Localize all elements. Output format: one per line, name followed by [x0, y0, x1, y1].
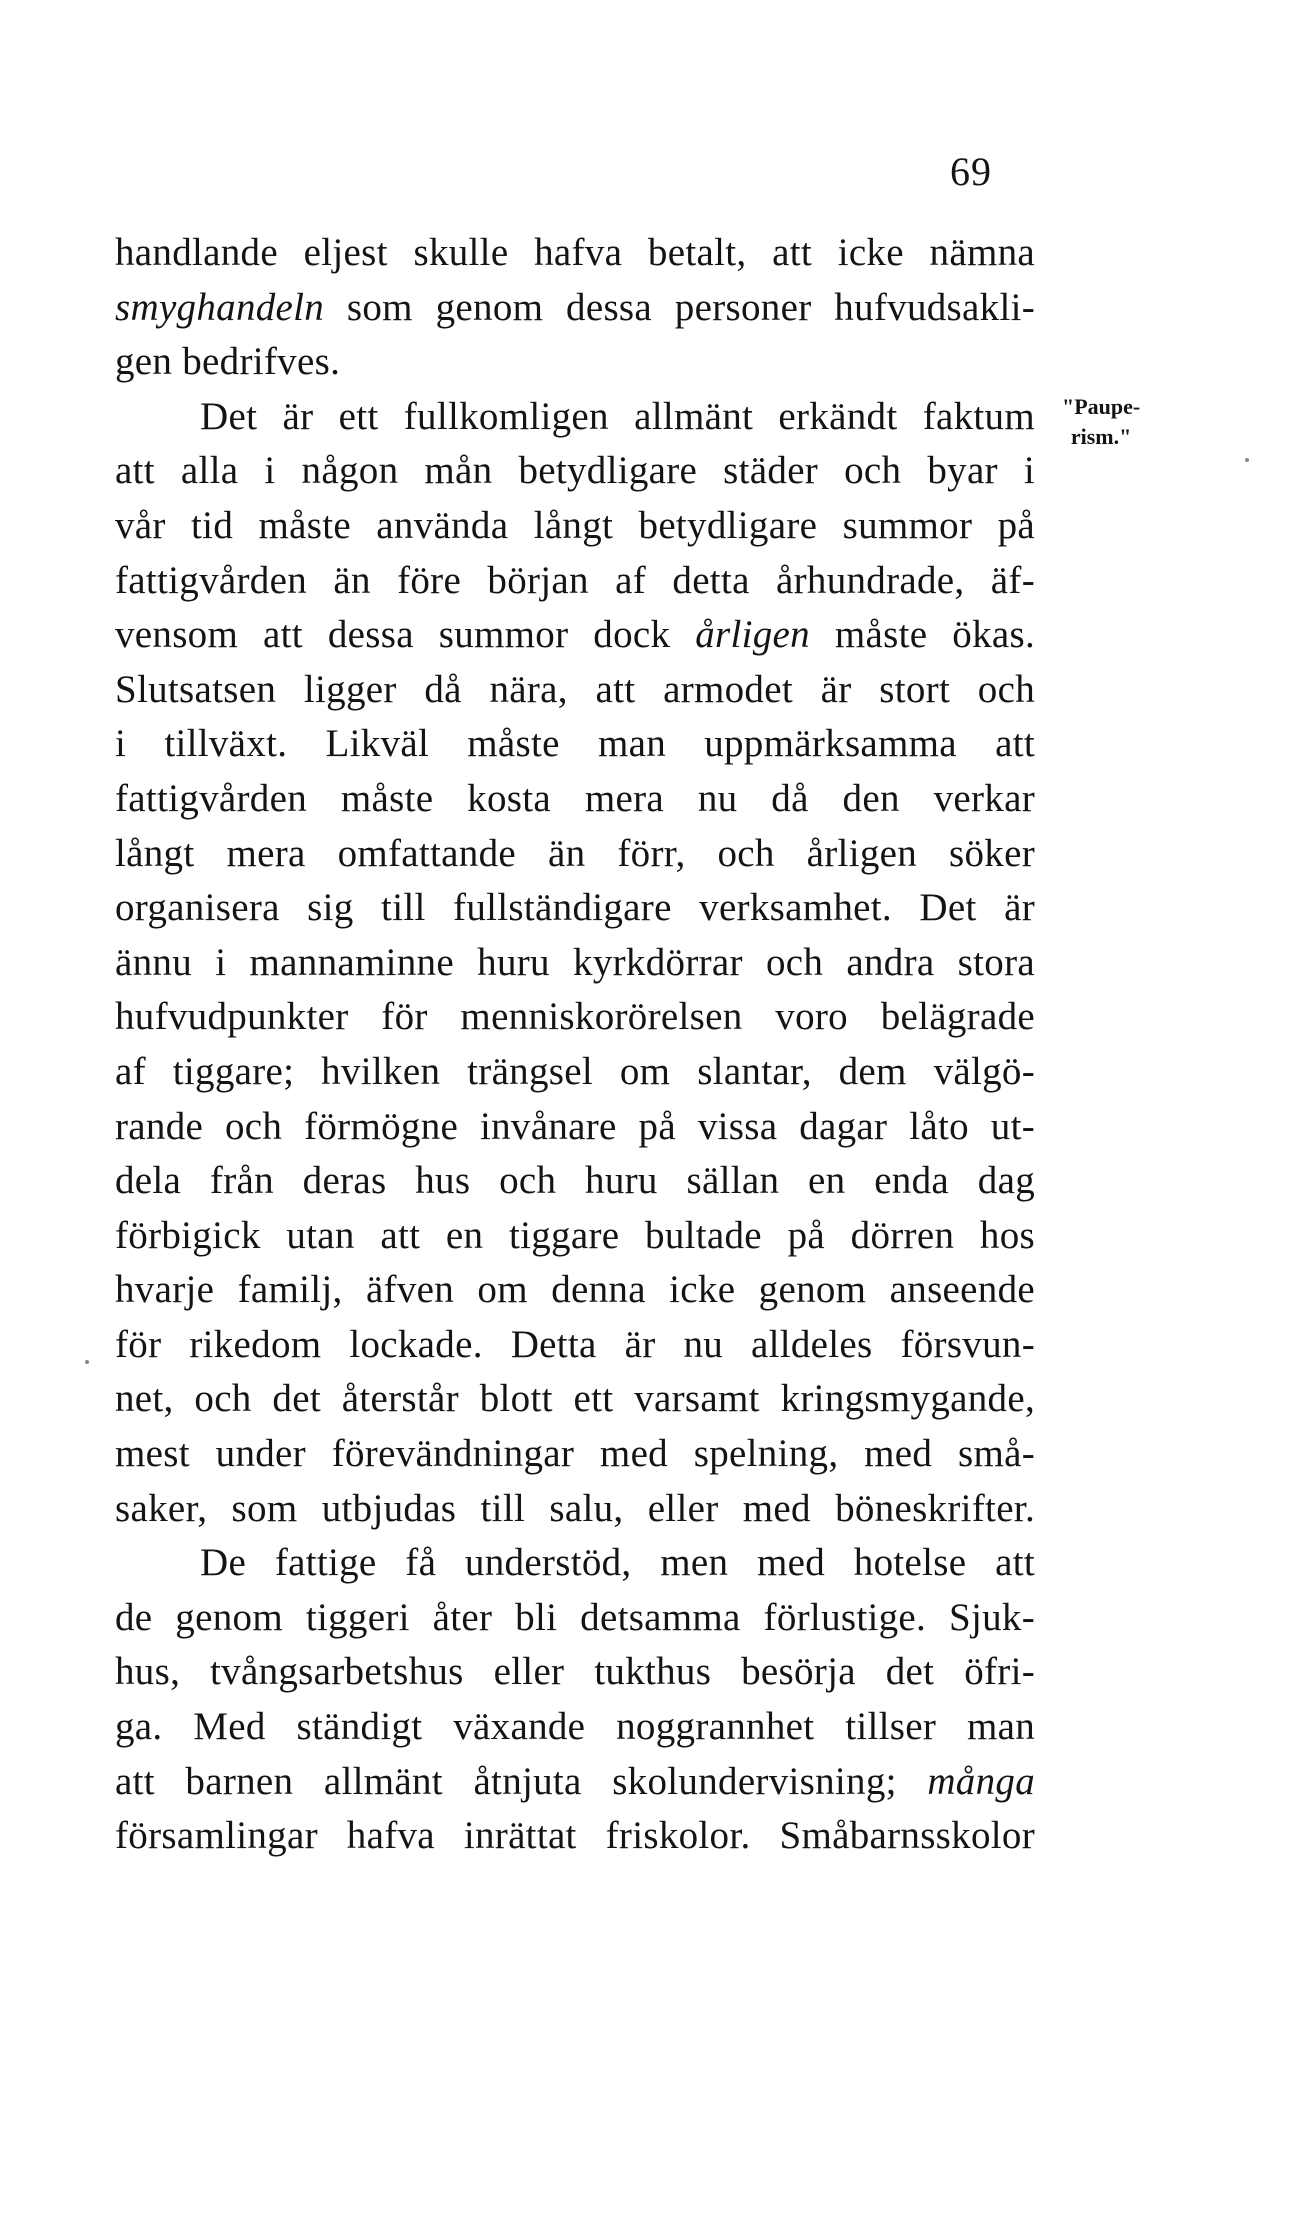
- text-line: Det är ett fullkomligen allmänt erkändt faktum: [200, 394, 1035, 438]
- text-line: att alla i någon mån betydligare städer och byar i: [115, 449, 1035, 493]
- text-line: Slutsatsen ligger då nära, att armodet är stort och: [115, 667, 1035, 711]
- text-line: net, och det återstår blott ett varsamt kringsmygande,: [115, 1377, 1035, 1421]
- text-line: hus, tvångsarbetshus eller tukthus besörja det öfri-: [115, 1650, 1035, 1694]
- text-line: hvarje familj, äfven om denna icke genom anseende: [115, 1268, 1035, 1312]
- text-line: i tillväxt. Likväl måste man uppmärksamma att: [115, 722, 1035, 766]
- margin-note-line: rism.": [1070, 424, 1132, 449]
- text-line: förbigick utan att en tiggare bultade på dörren hos: [115, 1213, 1035, 1257]
- text-line: hufvudpunkter för menniskorörelsen voro belägrade: [115, 995, 1035, 1039]
- text-line: dela från deras hus och huru sällan en enda dag: [115, 1159, 1035, 1203]
- text-line: vensom att dessa summor dock årligen måste ökas.: [115, 613, 1036, 657]
- text-line: gen bedrifves.: [115, 340, 341, 384]
- text-line: af tiggare; hvilken trängsel om slantar, dem välgö-: [115, 1049, 1035, 1093]
- text-line: De fattige få understöd, men med hotelse att: [200, 1541, 1035, 1585]
- text-line: ännu i mannaminne huru kyrkdörrar och andra stora: [115, 940, 1035, 984]
- text-line: vår tid måste använda långt betydligare summor på: [115, 503, 1035, 547]
- text-line: mest under förevändningar med spelning, med små-: [115, 1432, 1035, 1476]
- text-line: handlande eljest skulle hafva betalt, att icke nämna: [115, 231, 1035, 274]
- text-line: långt mera omfattande än förr, och årligen söker: [115, 831, 1035, 875]
- text-line: de genom tiggeri åter bli detsamma förlustige. Sjuk-: [115, 1595, 1035, 1639]
- text-line: organisera sig till fullständigare verksamhet. Det är: [115, 886, 1035, 930]
- text-line: smyghandeln som genom dessa personer hufvudsakli-: [115, 285, 1035, 329]
- text-line: ga. Med ständigt växande noggrannhet tillser man: [115, 1705, 1035, 1749]
- text-line: församlingar hafva inrättat friskolor. Småbarnsskolor: [115, 1814, 1035, 1858]
- margin-note: [1062, 392, 1140, 452]
- text-line: rande och förmögne invånare på vissa dagar låto ut-: [115, 1104, 1035, 1148]
- page-number: 69: [950, 149, 992, 194]
- text-line: fattigvården än före början af detta århundrade, äf-: [115, 558, 1035, 602]
- paper-speck: [85, 1360, 89, 1364]
- paper-speck: [1245, 458, 1249, 462]
- text-line: att barnen allmänt åtnjuta skolundervisning; många: [115, 1759, 1035, 1803]
- body-text: [115, 226, 1035, 1864]
- text-line: saker, som utbjudas till salu, eller med böneskrifter.: [115, 1486, 1035, 1530]
- text-line: för rikedom lockade. Detta är nu alldeles försvun-: [115, 1322, 1035, 1366]
- text-line: fattigvården måste kosta mera nu då den verkar: [115, 776, 1035, 820]
- margin-note-line: "Paupe-: [1062, 394, 1141, 419]
